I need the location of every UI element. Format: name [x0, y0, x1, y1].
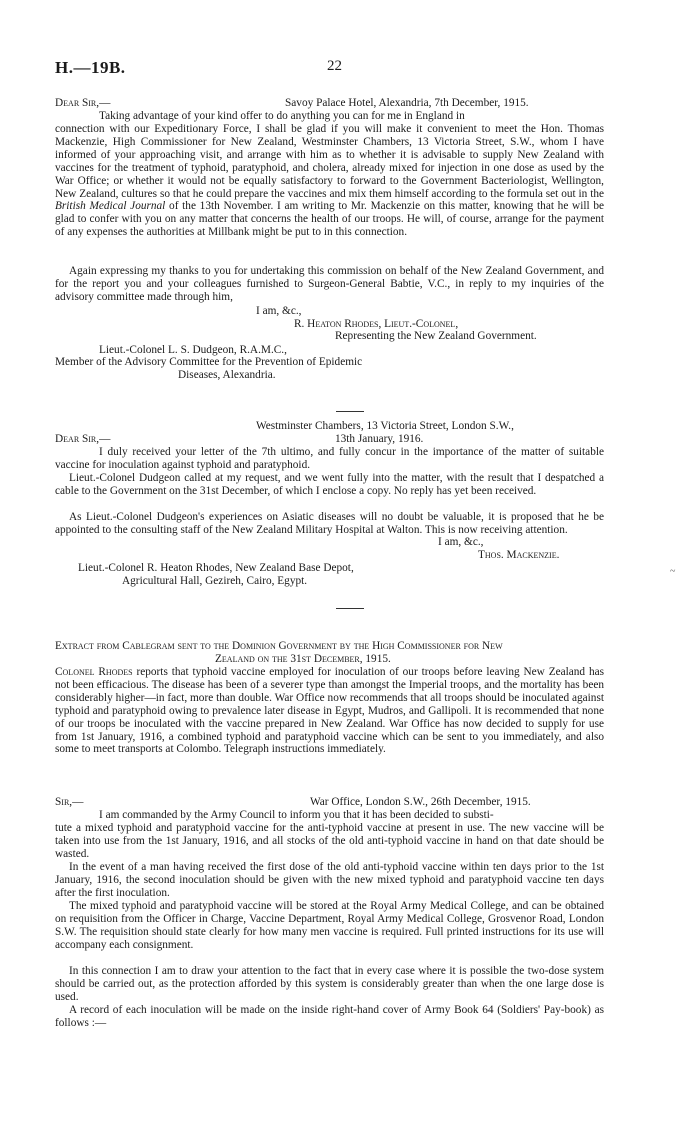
letter2-para3: As Lieut.-Colonel Dudgeon's experiences on Asiatic diseases will no doubt be valuable, it is proposed that he be appointed to the consulting staff of the New Zealand Military Hospital at Walton. This is now receiving attention.: [55, 511, 604, 536]
letter2-salutation: Dear Sir,—: [55, 433, 111, 445]
letter1-signer-name: R. Heaton Rhodes, Lieut.-Colonel,: [294, 318, 459, 330]
letter1-closing: I am, &c.,: [256, 305, 302, 317]
letter3-para5: A record of each inoculation will be made on the inside right-hand cover of Army Book 64 (Soldiers' Pay-book) as follows :—: [55, 1004, 604, 1029]
letter1-para1-first: Taking advantage of your kind offer to do anything you can for me in England in: [99, 110, 465, 122]
letter3-para3: The mixed typhoid and paratyphoid vaccine will be stored at the Royal Army Medical College, and can be obtained on requisition from the Officer in Charge, Vaccine Department, Royal Army Medical College, Grosvenor Road, London S.W. The requisition should state clearly for how many men vaccine is required. Full printed instructions for its use will accompany each consignment.: [55, 900, 604, 951]
letter1-para1-end: of the 13th November. I am writing to Mr. Mackenzie on this matter, knowing that he will be glad to confer with you on any matter that concerns the health of our troops. He will, of course, arrange for the payment of any expenses the authorities at Millbank might be put to in this connection.: [55, 200, 604, 239]
section-divider: [336, 608, 364, 609]
letter1-recipient-line2: Member of the Advisory Committee for the Prevention of Epidemic: [55, 356, 363, 368]
letter1-signer-role: Representing the New Zealand Government.: [335, 330, 537, 342]
letter2-recipient-line2: Agricultural Hall, Gezireh, Cairo, Egypt.: [122, 575, 308, 587]
letter3-para2: In the event of a man having received the first dose of the old anti-typhoid vaccine within ten days prior to the 1st January, 1916, the second inoculation should be given with the new mixed typhoid and paratyphoid vaccine ten days after the first inoculation.: [55, 861, 604, 899]
journal-name: British Medical Journal: [55, 200, 166, 213]
cablegram-title-line1: Extract from Cablegram sent to the Dominion Government by the High Commissioner for New: [55, 640, 503, 652]
letter2-closing: I am, &c.,: [438, 536, 484, 548]
cablegram-title-line2: Zealand on the 31st December, 1915.: [215, 653, 391, 665]
letter1-recipient-line3: Diseases, Alexandria.: [178, 369, 276, 381]
letter1-para2: Again expressing my thanks to you for undertaking this commission on behalf of the New Zealand Government, and for the report you and your colleagues furnished to Surgeon-General Babtie, V.C., in reply to my inquiries of the advisory committee made through him,: [55, 265, 604, 303]
letter2-address: Westminster Chambers, 13 Victoria Street, London S.W.,: [256, 420, 514, 432]
margin-pencil-mark: ~: [670, 566, 676, 577]
letter2-recipient-line1: Lieut.-Colonel R. Heaton Rhodes, New Zealand Base Depot,: [78, 562, 354, 574]
letter2-para2: Lieut.-Colonel Dudgeon called at my request, and we went fully into the matter, with the result that I despatched a cable to the Government on the 31st December, of which I enclose a copy. No reply has yet been received.: [55, 472, 604, 497]
letter1-salutation: Dear Sir,—: [55, 97, 111, 109]
letter2-date: 13th January, 1916.: [335, 433, 424, 445]
letter1-para1: [55, 123, 604, 239]
section-divider: [336, 411, 364, 412]
letter3-para4: In this connection I am to draw your attention to the fact that in every case where it is possible the two-dose system should be carried out, as the protection afforded by this system is considerably greater than when the one large dose is used.: [55, 965, 604, 1003]
cablegram-body: [55, 666, 604, 756]
letter2-para1: I duly received your letter of the 7th ultimo, and fully concur in the importance of the matter of suitable vaccine for inoculation against typhoid and paratyphoid.: [55, 446, 604, 471]
letter3-para1-first: I am commanded by the Army Council to inform you that it has been decided to substi-: [99, 809, 494, 821]
letter3-para1-rest: tute a mixed typhoid and paratyphoid vaccine for the anti-typhoid vaccine at present in use. The new vaccine will be taken into use from the 1st January, 1916, and all stocks of the old anti-typhoid vaccine in hand on that date should be wasted.: [55, 822, 604, 860]
letter1-address: Savoy Palace Hotel, Alexandria, 7th December, 1915.: [285, 97, 529, 109]
letter1-para1-rest: connection with our Expeditionary Force, I shall be glad if you will make it convenient to meet the Hon. Thomas Mackenzie, High Commissioner for New Zealand, Westminster Chambers, 13 Victoria Street, S.W., whom I have informed of your approaching visit, and arrange with him as to whether it is advisable to supply New Zealand with vaccines for the treatment of typhoid, paratyphoid, and cholera, already mixed for injection in one dose as used by the War Office; or whether it would not be equally satisfactory to forward to the Government Bacteriologist, Wellington, New Zealand, cultures so that he could prepare the vaccines and mix them himself according to the formula set out in the: [55, 123, 604, 200]
page-number: 22: [327, 58, 342, 74]
cablegram-text: reports that typhoid vaccine employed for inoculation of our troops before leaving New Zealand has not been efficacious. The disease has been of a severer type than amongst the Imperial troops, and the mortality has been considerably higher—in fact, more than double. War Office now recommends that all troops should be inoculated against typhoid and paratyphoid owing to prevalence later disease in Egypt, Mudros, and Gallipoli. It is recommended that none of our troops be inoculated with the vaccine prepared in New Zealand. War Office has now decided to supply for use from 1st January, 1916, a combined typhoid and paratyphoid vaccine which can be sent to you immediately, and also some to meet transports at Colombo. Telegraph instructions immediately.: [55, 666, 604, 756]
letter3-address: War Office, London S.W., 26th December, 1915.: [310, 796, 531, 808]
cablegram-lead: Colonel Rhodes: [55, 666, 133, 678]
letter3-salutation: Sir,—: [55, 796, 84, 808]
document-reference: H.—19B.: [55, 58, 126, 77]
letter1-recipient-line1: Lieut.-Colonel L. S. Dudgeon, R.A.M.C.,: [99, 344, 287, 356]
letter2-signer: Thos. Mackenzie.: [478, 549, 560, 561]
